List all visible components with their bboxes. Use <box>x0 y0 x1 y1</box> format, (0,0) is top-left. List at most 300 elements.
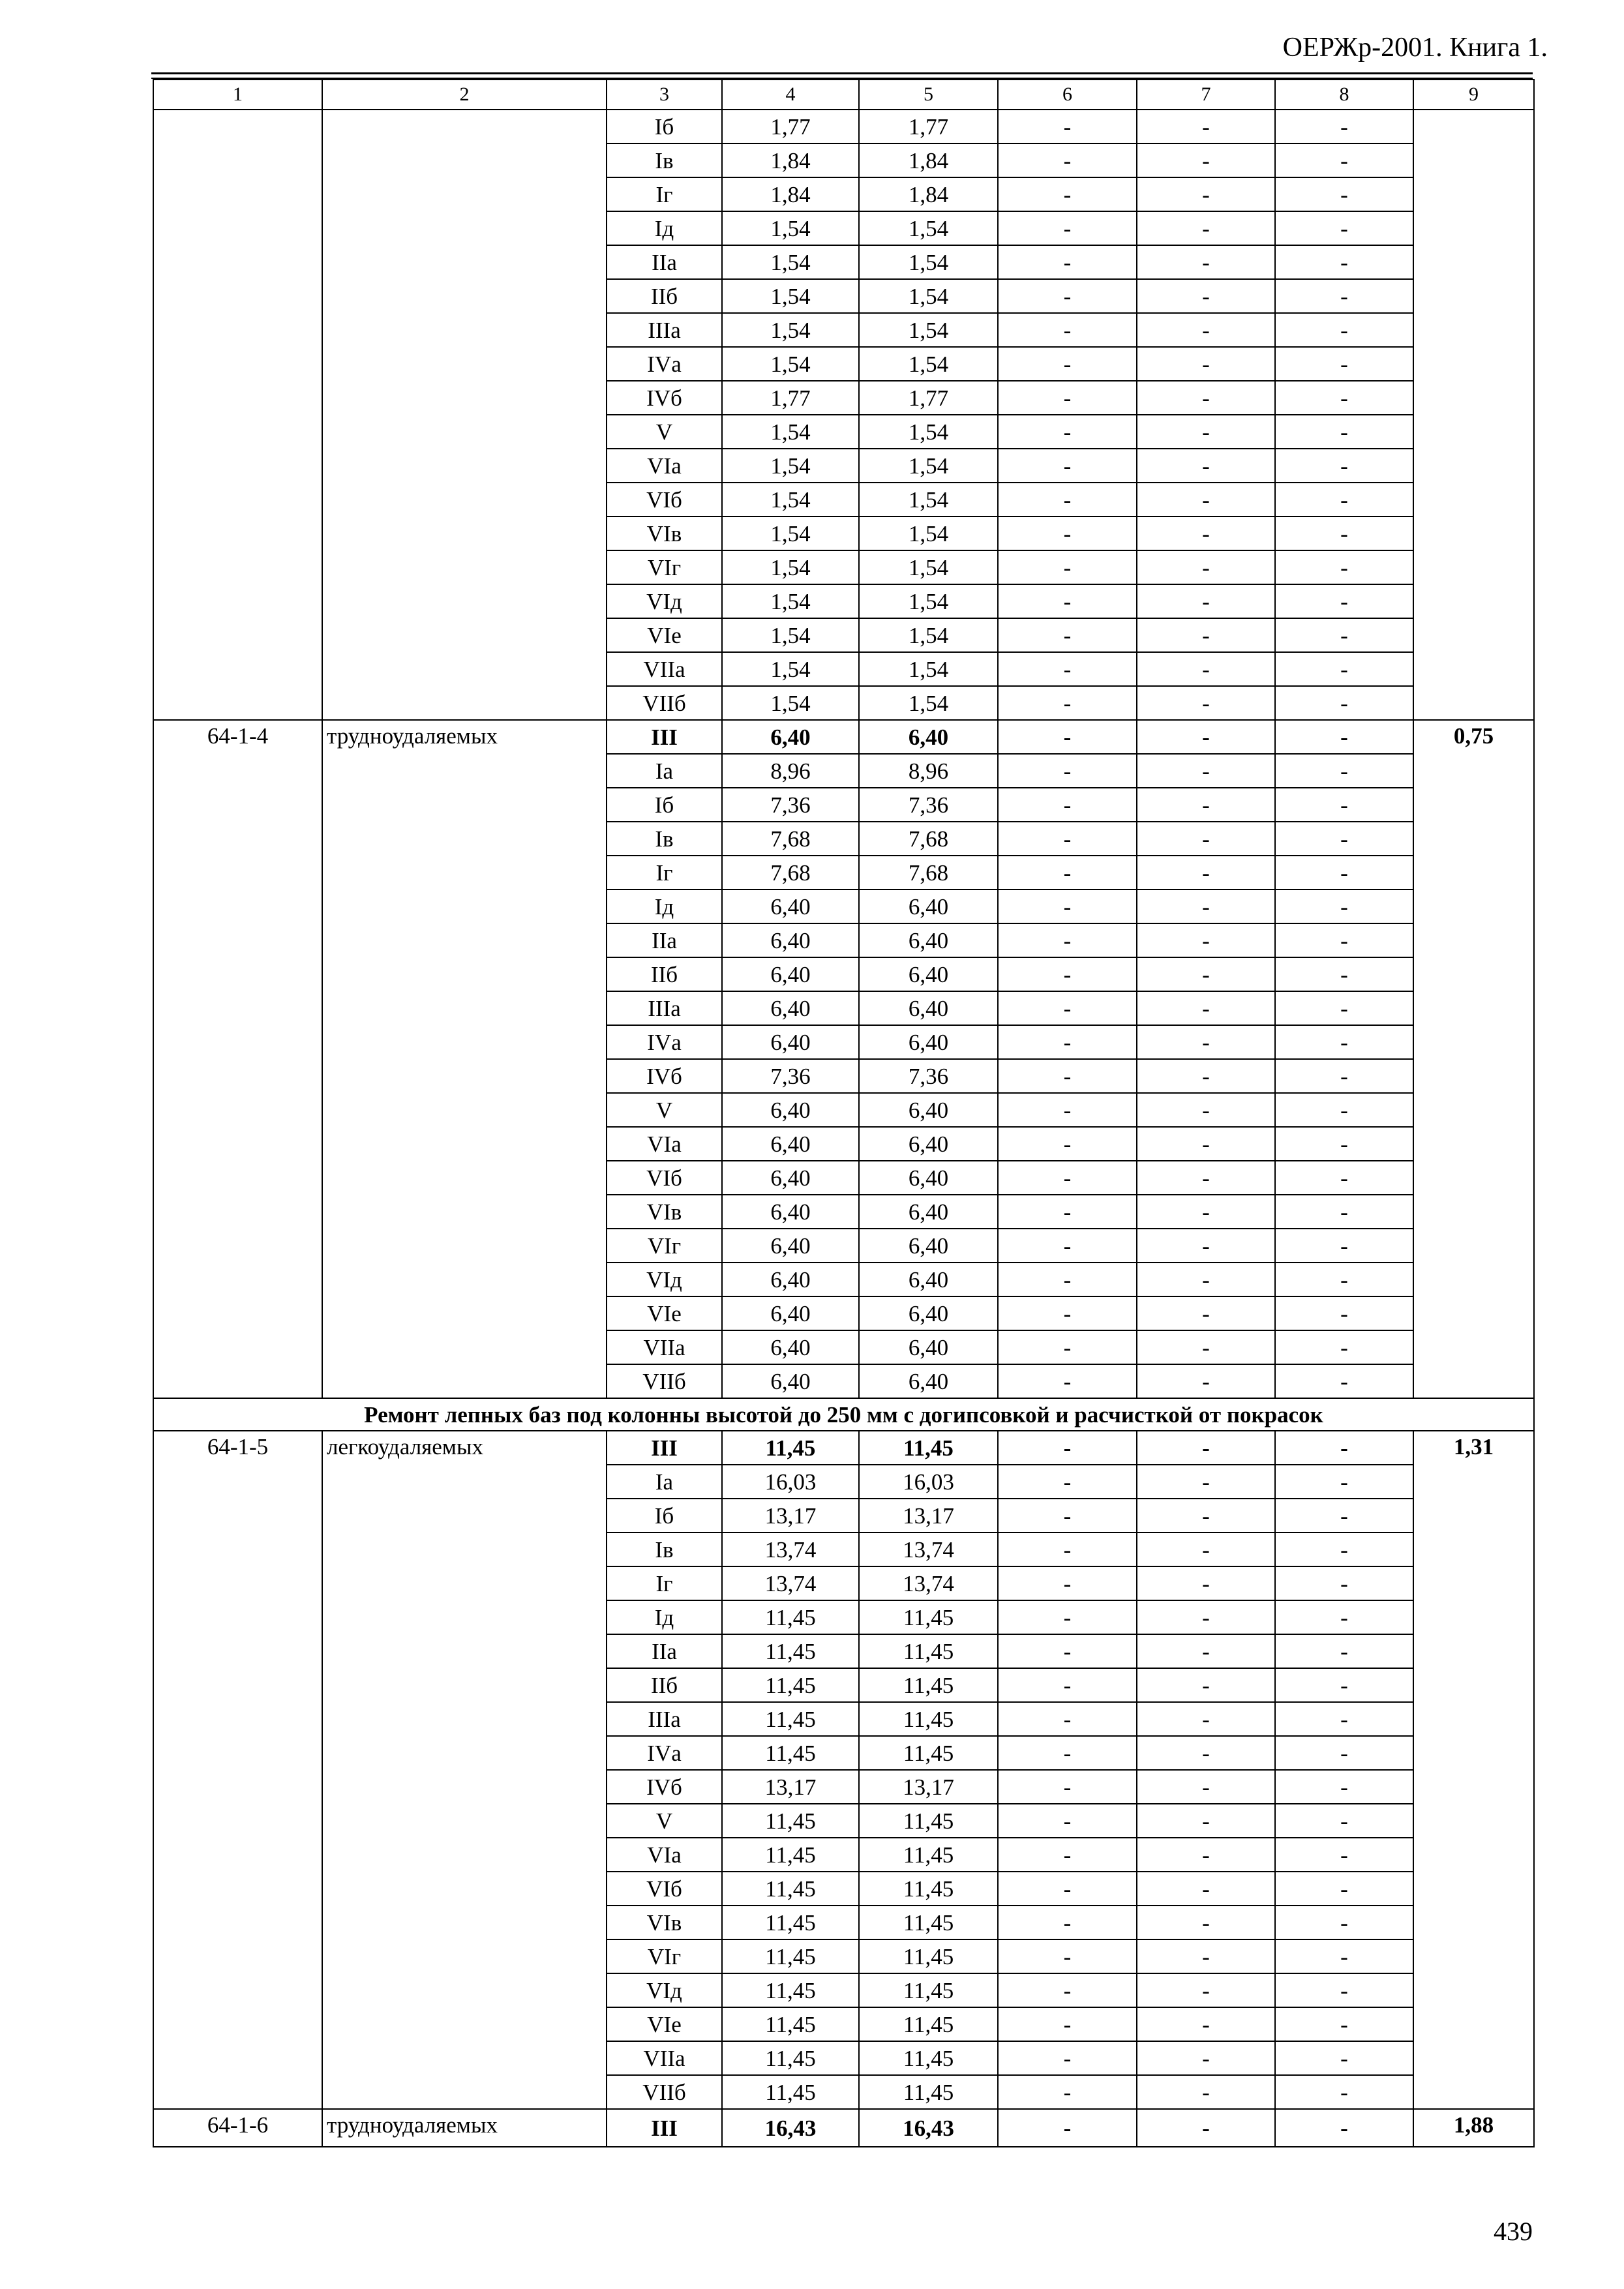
labor-norm-cell: 0,75 <box>1413 720 1534 1398</box>
material-cell: - <box>1275 1499 1413 1533</box>
table-row <box>153 1431 1534 1465</box>
driver-wage-cell: - <box>1137 584 1275 618</box>
machine-cell: - <box>998 720 1137 754</box>
driver-wage-cell: - <box>1137 1973 1275 2007</box>
driver-wage-cell: - <box>1137 415 1275 449</box>
wage-cell: 6,40 <box>859 720 998 754</box>
zone-cell: VIIа <box>607 2041 722 2075</box>
material-cell: - <box>1275 415 1413 449</box>
driver-wage-cell: - <box>1137 1263 1275 1296</box>
driver-wage-cell: - <box>1137 1161 1275 1195</box>
wage-cell: 13,74 <box>859 1566 998 1600</box>
name-cell: легкоудаляемых <box>322 1431 607 2109</box>
price-cell: 6,40 <box>722 923 859 957</box>
driver-wage-cell: - <box>1137 1838 1275 1872</box>
machine-cell: - <box>998 1973 1137 2007</box>
wage-cell: 1,54 <box>859 618 998 652</box>
material-cell: - <box>1275 1127 1413 1161</box>
driver-wage-cell: - <box>1137 449 1275 483</box>
material-cell: - <box>1275 1838 1413 1872</box>
wage-cell: 7,36 <box>859 788 998 822</box>
machine-cell: - <box>998 1161 1137 1195</box>
name-cell <box>322 110 607 720</box>
machine-cell: - <box>998 1770 1137 1804</box>
zone-cell: VIа <box>607 1838 722 1872</box>
wage-cell: 6,40 <box>859 957 998 991</box>
machine-cell: - <box>998 347 1137 381</box>
zone-cell: III <box>607 720 722 754</box>
machine-cell: - <box>998 1872 1137 1906</box>
wage-cell: 6,40 <box>859 1296 998 1330</box>
machine-cell: - <box>998 584 1137 618</box>
zone-cell: V <box>607 415 722 449</box>
material-cell: - <box>1275 1973 1413 2007</box>
price-cell: 6,40 <box>722 1161 859 1195</box>
wage-cell: 1,54 <box>859 347 998 381</box>
material-cell: - <box>1275 211 1413 245</box>
driver-wage-cell: - <box>1137 1431 1275 1465</box>
name-cell: трудноудаляемых <box>322 2109 607 2147</box>
column-number-2: 2 <box>322 80 607 110</box>
price-cell: 1,84 <box>722 143 859 177</box>
material-cell: - <box>1275 1161 1413 1195</box>
driver-wage-cell: - <box>1137 652 1275 686</box>
material-cell: - <box>1275 2109 1413 2147</box>
driver-wage-cell: - <box>1137 1600 1275 1634</box>
price-cell: 6,40 <box>722 1263 859 1296</box>
material-cell: - <box>1275 822 1413 856</box>
material-cell: - <box>1275 1668 1413 1702</box>
material-cell: - <box>1275 313 1413 347</box>
section-title: Ремонт лепных баз под колонны высотой до 250 мм с догипсовкой и расчисткой от покрасок <box>153 1398 1534 1431</box>
column-number-3: 3 <box>607 80 722 110</box>
material-cell: - <box>1275 449 1413 483</box>
price-cell: 1,54 <box>722 347 859 381</box>
wage-cell: 6,40 <box>859 1025 998 1059</box>
price-cell: 13,17 <box>722 1499 859 1533</box>
price-cell: 1,54 <box>722 449 859 483</box>
machine-cell: - <box>998 1668 1137 1702</box>
driver-wage-cell: - <box>1137 1736 1275 1770</box>
zone-cell: Iд <box>607 1600 722 1634</box>
price-cell: 11,45 <box>722 1634 859 1668</box>
zone-cell: VIIа <box>607 1330 722 1364</box>
material-cell: - <box>1275 1939 1413 1973</box>
price-cell: 16,03 <box>722 1465 859 1499</box>
material-cell: - <box>1275 720 1413 754</box>
price-cell: 6,40 <box>722 1296 859 1330</box>
wage-cell: 6,40 <box>859 1195 998 1229</box>
machine-cell: - <box>998 1364 1137 1398</box>
price-cell: 1,54 <box>722 245 859 279</box>
zone-cell: IVб <box>607 1059 722 1093</box>
header-rule <box>151 72 1533 79</box>
driver-wage-cell: - <box>1137 1499 1275 1533</box>
price-cell: 13,74 <box>722 1566 859 1600</box>
wage-cell: 1,84 <box>859 143 998 177</box>
driver-wage-cell: - <box>1137 1330 1275 1364</box>
zone-cell: Iв <box>607 822 722 856</box>
price-cell: 11,45 <box>722 2007 859 2041</box>
driver-wage-cell: - <box>1137 957 1275 991</box>
price-cell: 13,17 <box>722 1770 859 1804</box>
machine-cell: - <box>998 1906 1137 1939</box>
machine-cell: - <box>998 1025 1137 1059</box>
zone-cell: Iг <box>607 177 722 211</box>
price-cell: 1,54 <box>722 313 859 347</box>
machine-cell: - <box>998 923 1137 957</box>
wage-cell: 11,45 <box>859 1973 998 2007</box>
material-cell: - <box>1275 1364 1413 1398</box>
material-cell: - <box>1275 1263 1413 1296</box>
wage-cell: 1,54 <box>859 550 998 584</box>
column-number-6: 6 <box>998 80 1137 110</box>
material-cell: - <box>1275 516 1413 550</box>
zone-cell: VIа <box>607 449 722 483</box>
price-cell: 11,45 <box>722 2075 859 2109</box>
driver-wage-cell: - <box>1137 1025 1275 1059</box>
driver-wage-cell: - <box>1137 720 1275 754</box>
price-cell: 11,45 <box>722 1736 859 1770</box>
material-cell: - <box>1275 381 1413 415</box>
machine-cell: - <box>998 415 1137 449</box>
price-cell: 6,40 <box>722 720 859 754</box>
driver-wage-cell: - <box>1137 1872 1275 1906</box>
machine-cell: - <box>998 890 1137 923</box>
labor-norm-cell: 1,31 <box>1413 1431 1534 2109</box>
material-cell: - <box>1275 890 1413 923</box>
driver-wage-cell: - <box>1137 550 1275 584</box>
machine-cell: - <box>998 618 1137 652</box>
price-cell: 6,40 <box>722 991 859 1025</box>
material-cell: - <box>1275 1330 1413 1364</box>
machine-cell: - <box>998 652 1137 686</box>
wage-cell: 1,54 <box>859 279 998 313</box>
page-number: 439 <box>1494 2217 1533 2246</box>
driver-wage-cell: - <box>1137 1906 1275 1939</box>
column-number-5: 5 <box>859 80 998 110</box>
price-cell: 1,84 <box>722 177 859 211</box>
material-cell: - <box>1275 1093 1413 1127</box>
wage-cell: 6,40 <box>859 1127 998 1161</box>
price-cell: 11,45 <box>722 1668 859 1702</box>
material-cell: - <box>1275 1600 1413 1634</box>
wage-cell: 13,17 <box>859 1499 998 1533</box>
driver-wage-cell: - <box>1137 1229 1275 1263</box>
material-cell: - <box>1275 1566 1413 1600</box>
machine-cell: - <box>998 822 1137 856</box>
section-title-row <box>153 1398 1534 1431</box>
material-cell: - <box>1275 788 1413 822</box>
page-header-title: ОЕРЖр-2001. Книга 1. <box>1282 33 1548 63</box>
driver-wage-cell: - <box>1137 1804 1275 1838</box>
zone-cell: VIд <box>607 1263 722 1296</box>
zone-cell: Iб <box>607 1499 722 1533</box>
wage-cell: 6,40 <box>859 1263 998 1296</box>
material-cell: - <box>1275 1229 1413 1263</box>
price-cell: 6,40 <box>722 1229 859 1263</box>
material-cell: - <box>1275 1736 1413 1770</box>
price-cell: 11,45 <box>722 1872 859 1906</box>
machine-cell: - <box>998 1499 1137 1533</box>
material-cell: - <box>1275 754 1413 788</box>
zone-cell: IIIа <box>607 1702 722 1736</box>
zone-cell: IIIа <box>607 313 722 347</box>
driver-wage-cell: - <box>1137 1364 1275 1398</box>
driver-wage-cell: - <box>1137 991 1275 1025</box>
price-cell: 6,40 <box>722 957 859 991</box>
machine-cell: - <box>998 110 1137 143</box>
machine-cell: - <box>998 1939 1137 1973</box>
driver-wage-cell: - <box>1137 347 1275 381</box>
machine-cell: - <box>998 381 1137 415</box>
material-cell: - <box>1275 279 1413 313</box>
zone-cell: IIа <box>607 923 722 957</box>
wage-cell: 11,45 <box>859 1804 998 1838</box>
zone-cell: VIв <box>607 516 722 550</box>
driver-wage-cell: - <box>1137 1195 1275 1229</box>
machine-cell: - <box>998 1804 1137 1838</box>
material-cell: - <box>1275 143 1413 177</box>
machine-cell: - <box>998 1296 1137 1330</box>
material-cell: - <box>1275 1025 1413 1059</box>
zone-cell: VIв <box>607 1195 722 1229</box>
material-cell: - <box>1275 2007 1413 2041</box>
wage-cell: 7,68 <box>859 822 998 856</box>
machine-cell: - <box>998 1465 1137 1499</box>
price-cell: 6,40 <box>722 1330 859 1364</box>
price-cell: 6,40 <box>722 1195 859 1229</box>
price-cell: 11,45 <box>722 1838 859 1872</box>
zone-cell: VIг <box>607 1229 722 1263</box>
driver-wage-cell: - <box>1137 1093 1275 1127</box>
material-cell: - <box>1275 1059 1413 1093</box>
driver-wage-cell: - <box>1137 177 1275 211</box>
zone-cell: VIа <box>607 1127 722 1161</box>
zone-cell: IVа <box>607 347 722 381</box>
machine-cell: - <box>998 313 1137 347</box>
driver-wage-cell: - <box>1137 890 1275 923</box>
driver-wage-cell: - <box>1137 856 1275 890</box>
driver-wage-cell: - <box>1137 1465 1275 1499</box>
material-cell: - <box>1275 1195 1413 1229</box>
wage-cell: 11,45 <box>859 1702 998 1736</box>
material-cell: - <box>1275 957 1413 991</box>
material-cell: - <box>1275 1634 1413 1668</box>
code-cell: 64-1-4 <box>153 720 322 1398</box>
driver-wage-cell: - <box>1137 1127 1275 1161</box>
price-cell: 11,45 <box>722 2041 859 2075</box>
machine-cell: - <box>998 957 1137 991</box>
zone-cell: VIг <box>607 1939 722 1973</box>
driver-wage-cell: - <box>1137 822 1275 856</box>
material-cell: - <box>1275 1431 1413 1465</box>
driver-wage-cell: - <box>1137 1296 1275 1330</box>
zone-cell: Iд <box>607 211 722 245</box>
column-number-4: 4 <box>722 80 859 110</box>
driver-wage-cell: - <box>1137 313 1275 347</box>
zone-cell: VIд <box>607 1973 722 2007</box>
wage-cell: 1,54 <box>859 449 998 483</box>
price-cell: 1,54 <box>722 550 859 584</box>
zone-cell: VIв <box>607 1906 722 1939</box>
price-cell: 1,54 <box>722 652 859 686</box>
price-cell: 1,77 <box>722 110 859 143</box>
labor-norm-cell <box>1413 110 1534 720</box>
machine-cell: - <box>998 449 1137 483</box>
driver-wage-cell: - <box>1137 245 1275 279</box>
code-cell: 64-1-6 <box>153 2109 322 2147</box>
wage-cell: 11,45 <box>859 2007 998 2041</box>
material-cell: - <box>1275 550 1413 584</box>
material-cell: - <box>1275 923 1413 957</box>
zone-cell: VIд <box>607 584 722 618</box>
price-cell: 7,36 <box>722 1059 859 1093</box>
price-table <box>153 79 1535 2147</box>
driver-wage-cell: - <box>1137 2109 1275 2147</box>
driver-wage-cell: - <box>1137 788 1275 822</box>
machine-cell: - <box>998 1229 1137 1263</box>
wage-cell: 11,45 <box>859 1838 998 1872</box>
driver-wage-cell: - <box>1137 2075 1275 2109</box>
machine-cell: - <box>998 1702 1137 1736</box>
zone-cell: Iб <box>607 110 722 143</box>
material-cell: - <box>1275 1702 1413 1736</box>
machine-cell: - <box>998 1634 1137 1668</box>
wage-cell: 1,54 <box>859 415 998 449</box>
zone-cell: Iг <box>607 856 722 890</box>
zone-cell: IIб <box>607 1668 722 1702</box>
price-cell: 6,40 <box>722 890 859 923</box>
material-cell: - <box>1275 652 1413 686</box>
driver-wage-cell: - <box>1137 516 1275 550</box>
zone-cell: VIб <box>607 483 722 516</box>
material-cell: - <box>1275 2041 1413 2075</box>
price-cell: 6,40 <box>722 1127 859 1161</box>
wage-cell: 6,40 <box>859 1161 998 1195</box>
machine-cell: - <box>998 516 1137 550</box>
machine-cell: - <box>998 1195 1137 1229</box>
zone-cell: VIе <box>607 618 722 652</box>
driver-wage-cell: - <box>1137 1059 1275 1093</box>
machine-cell: - <box>998 1431 1137 1465</box>
zone-cell: IVб <box>607 381 722 415</box>
material-cell: - <box>1275 1296 1413 1330</box>
zone-cell: IIа <box>607 245 722 279</box>
price-cell: 11,45 <box>722 1906 859 1939</box>
machine-cell: - <box>998 143 1137 177</box>
driver-wage-cell: - <box>1137 686 1275 720</box>
zone-cell: IIа <box>607 1634 722 1668</box>
material-cell: - <box>1275 1770 1413 1804</box>
material-cell: - <box>1275 2075 1413 2109</box>
machine-cell: - <box>998 1838 1137 1872</box>
zone-cell: IVа <box>607 1736 722 1770</box>
wage-cell: 1,77 <box>859 381 998 415</box>
machine-cell: - <box>998 2007 1137 2041</box>
zone-cell: V <box>607 1093 722 1127</box>
zone-cell: IVа <box>607 1025 722 1059</box>
wage-cell: 1,84 <box>859 177 998 211</box>
wage-cell: 7,36 <box>859 1059 998 1093</box>
wage-cell: 1,54 <box>859 211 998 245</box>
column-number-9: 9 <box>1413 80 1534 110</box>
zone-cell: VIIб <box>607 686 722 720</box>
code-cell: 64-1-5 <box>153 1431 322 2109</box>
machine-cell: - <box>998 1600 1137 1634</box>
machine-cell: - <box>998 2041 1137 2075</box>
material-cell: - <box>1275 347 1413 381</box>
material-cell: - <box>1275 1804 1413 1838</box>
price-cell: 11,45 <box>722 1600 859 1634</box>
wage-cell: 6,40 <box>859 1330 998 1364</box>
machine-cell: - <box>998 483 1137 516</box>
wage-cell: 11,45 <box>859 2041 998 2075</box>
machine-cell: - <box>998 1059 1137 1093</box>
price-cell: 1,54 <box>722 516 859 550</box>
driver-wage-cell: - <box>1137 923 1275 957</box>
wage-cell: 13,74 <box>859 1533 998 1566</box>
wage-cell: 11,45 <box>859 1872 998 1906</box>
column-number-row <box>153 80 1534 110</box>
wage-cell: 11,45 <box>859 1939 998 1973</box>
table-row <box>153 720 1534 754</box>
wage-cell: 8,96 <box>859 754 998 788</box>
driver-wage-cell: - <box>1137 143 1275 177</box>
zone-cell: Iв <box>607 143 722 177</box>
wage-cell: 1,54 <box>859 483 998 516</box>
material-cell: - <box>1275 177 1413 211</box>
wage-cell: 6,40 <box>859 923 998 957</box>
machine-cell: - <box>998 991 1137 1025</box>
zone-cell: Iа <box>607 754 722 788</box>
machine-cell: - <box>998 2075 1137 2109</box>
machine-cell: - <box>998 686 1137 720</box>
price-cell: 11,45 <box>722 1702 859 1736</box>
price-cell: 1,54 <box>722 483 859 516</box>
zone-cell: VIб <box>607 1161 722 1195</box>
machine-cell: - <box>998 754 1137 788</box>
machine-cell: - <box>998 1566 1137 1600</box>
driver-wage-cell: - <box>1137 483 1275 516</box>
name-cell: трудноудаляемых <box>322 720 607 1398</box>
wage-cell: 1,54 <box>859 584 998 618</box>
zone-cell: VIIа <box>607 652 722 686</box>
wage-cell: 1,54 <box>859 516 998 550</box>
machine-cell: - <box>998 550 1137 584</box>
wage-cell: 1,54 <box>859 652 998 686</box>
price-cell: 1,54 <box>722 415 859 449</box>
wage-cell: 1,54 <box>859 686 998 720</box>
wage-cell: 6,40 <box>859 1093 998 1127</box>
price-cell: 1,54 <box>722 211 859 245</box>
price-cell: 6,40 <box>722 1093 859 1127</box>
price-cell: 7,68 <box>722 822 859 856</box>
wage-cell: 11,45 <box>859 1600 998 1634</box>
material-cell: - <box>1275 1906 1413 1939</box>
zone-cell: VIб <box>607 1872 722 1906</box>
zone-cell: Iг <box>607 1566 722 1600</box>
wage-cell: 11,45 <box>859 1736 998 1770</box>
zone-cell: III <box>607 2109 722 2147</box>
price-cell: 1,54 <box>722 279 859 313</box>
wage-cell: 11,45 <box>859 1634 998 1668</box>
machine-cell: - <box>998 856 1137 890</box>
zone-cell: VIе <box>607 2007 722 2041</box>
driver-wage-cell: - <box>1137 618 1275 652</box>
price-cell: 16,43 <box>722 2109 859 2147</box>
price-cell: 11,45 <box>722 1804 859 1838</box>
